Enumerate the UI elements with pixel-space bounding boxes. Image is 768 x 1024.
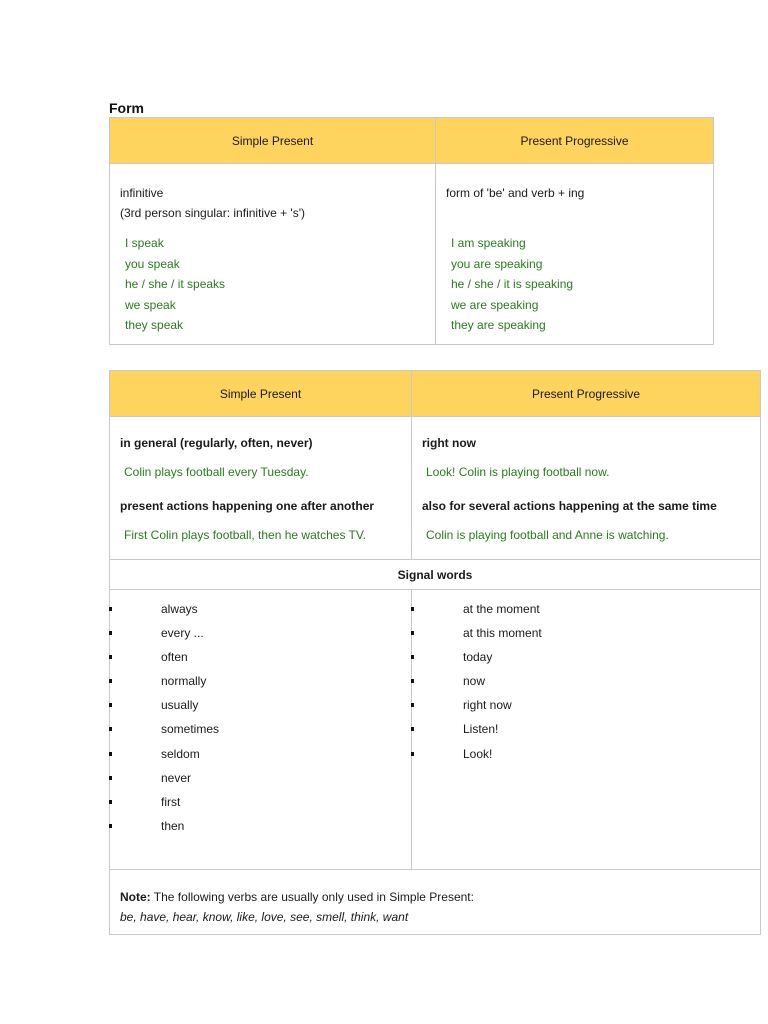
signal-word: at this moment <box>463 626 542 641</box>
bullet-icon <box>411 703 414 707</box>
note-label: Note: <box>120 890 151 904</box>
signal-word: Listen! <box>463 722 499 737</box>
signal-word: never <box>161 770 192 785</box>
bullet-icon <box>411 607 414 611</box>
bullet-icon <box>109 727 112 731</box>
list-item <box>412 621 542 645</box>
signal-word: often <box>161 650 188 665</box>
list-item <box>110 645 219 669</box>
signal-word: every ... <box>161 626 204 641</box>
signal-word: Look! <box>463 746 493 761</box>
list-item <box>110 742 219 766</box>
signal-word: seldom <box>161 746 200 761</box>
signal-word: sometimes <box>161 722 220 737</box>
use-example: Look! Colin is playing football now. <box>426 465 610 479</box>
signal-word: first <box>161 794 181 809</box>
form-example: they are speaking <box>451 318 546 332</box>
bullet-icon <box>411 679 414 683</box>
bullet-icon <box>109 776 112 780</box>
bullet-icon <box>109 631 112 635</box>
use-table <box>109 370 761 935</box>
signal-word: usually <box>161 698 199 713</box>
signal-word: today <box>463 650 493 665</box>
bullet-icon <box>109 703 112 707</box>
note-cell <box>110 870 761 935</box>
form-header-present-progressive: Present Progressive <box>436 118 714 164</box>
form-example: we speak <box>125 297 176 312</box>
list-item <box>110 621 219 645</box>
form-example: he / she / it is speaking <box>451 277 574 291</box>
signal-list-present-progressive <box>412 597 542 766</box>
note-verbs: be, have, hear, know, like, love, see, smell, think, want <box>120 910 409 924</box>
bullet-icon <box>411 655 414 659</box>
bullet-icon <box>109 824 112 828</box>
form-example: I speak <box>125 236 164 250</box>
form-rule-simple-present: infinitive <box>120 186 164 200</box>
bullet-icon <box>411 631 414 635</box>
list-item <box>110 693 219 717</box>
list-item <box>110 814 219 838</box>
list-item <box>412 717 542 741</box>
use-title: right now <box>422 436 476 450</box>
form-example: you speak <box>125 256 180 271</box>
signal-words-present-progressive <box>412 590 761 870</box>
use-title: present actions happening one after another <box>120 499 375 513</box>
signal-list-simple-present <box>110 597 219 838</box>
bullet-icon <box>109 679 112 683</box>
signal-words-simple-present <box>110 590 412 870</box>
form-example: you are speaking <box>451 256 543 271</box>
note-text: The following verbs are usually only used in Simple Present: <box>153 890 474 904</box>
use-example: First Colin plays football, then he watches TV. <box>124 528 367 542</box>
form-examples-present-progressive <box>446 233 713 336</box>
form-table <box>109 117 714 345</box>
form-example: we are speaking <box>451 297 539 312</box>
bullet-icon <box>109 752 112 756</box>
list-item <box>110 669 219 693</box>
signal-word: at the moment <box>463 602 540 616</box>
bullet-icon <box>109 655 112 659</box>
bullet-icon <box>109 607 112 611</box>
form-heading: Form <box>109 100 144 116</box>
use-example: Colin is playing football and Anne is watching. <box>426 528 669 542</box>
list-item <box>412 742 542 766</box>
form-header-simple-present: Simple Present <box>110 118 436 164</box>
use-title: in general (regularly, often, never) <box>120 436 313 450</box>
bullet-icon <box>411 727 414 731</box>
note-line <box>120 887 760 907</box>
list-item <box>110 790 219 814</box>
form-example: he / she / it speaks <box>125 277 226 291</box>
list-item <box>412 693 542 717</box>
form-rule-simple-present-note: (3rd person singular: infinitive + 's') <box>120 206 305 220</box>
form-example: they speak <box>125 318 184 332</box>
bullet-icon <box>411 752 414 756</box>
use-header-present-progressive: Present Progressive <box>412 371 761 417</box>
signal-word: right now <box>463 698 512 713</box>
list-item <box>110 766 219 790</box>
use-cell-present-progressive <box>412 417 761 560</box>
bullet-icon <box>109 800 112 804</box>
signal-words-heading: Signal words <box>110 560 761 590</box>
use-title: also for several actions happening at the same time <box>422 499 717 513</box>
signal-word: then <box>161 818 185 833</box>
use-header-simple-present: Simple Present <box>110 371 412 417</box>
form-cell-simple-present <box>110 164 436 345</box>
list-item <box>412 669 542 693</box>
list-item <box>412 645 542 669</box>
list-item <box>412 597 542 621</box>
signal-word: now <box>463 674 486 689</box>
form-examples-simple-present <box>120 233 435 336</box>
signal-word: always <box>161 602 198 616</box>
form-rule-present-progressive: form of 'be' and verb + ing <box>446 186 585 200</box>
signal-word: normally <box>161 674 207 689</box>
list-item <box>110 597 219 621</box>
use-example: Colin plays football every Tuesday. <box>124 465 309 479</box>
list-item <box>110 717 219 741</box>
form-example: I am speaking <box>451 236 526 250</box>
use-cell-simple-present <box>110 417 412 560</box>
form-cell-present-progressive <box>436 164 714 345</box>
